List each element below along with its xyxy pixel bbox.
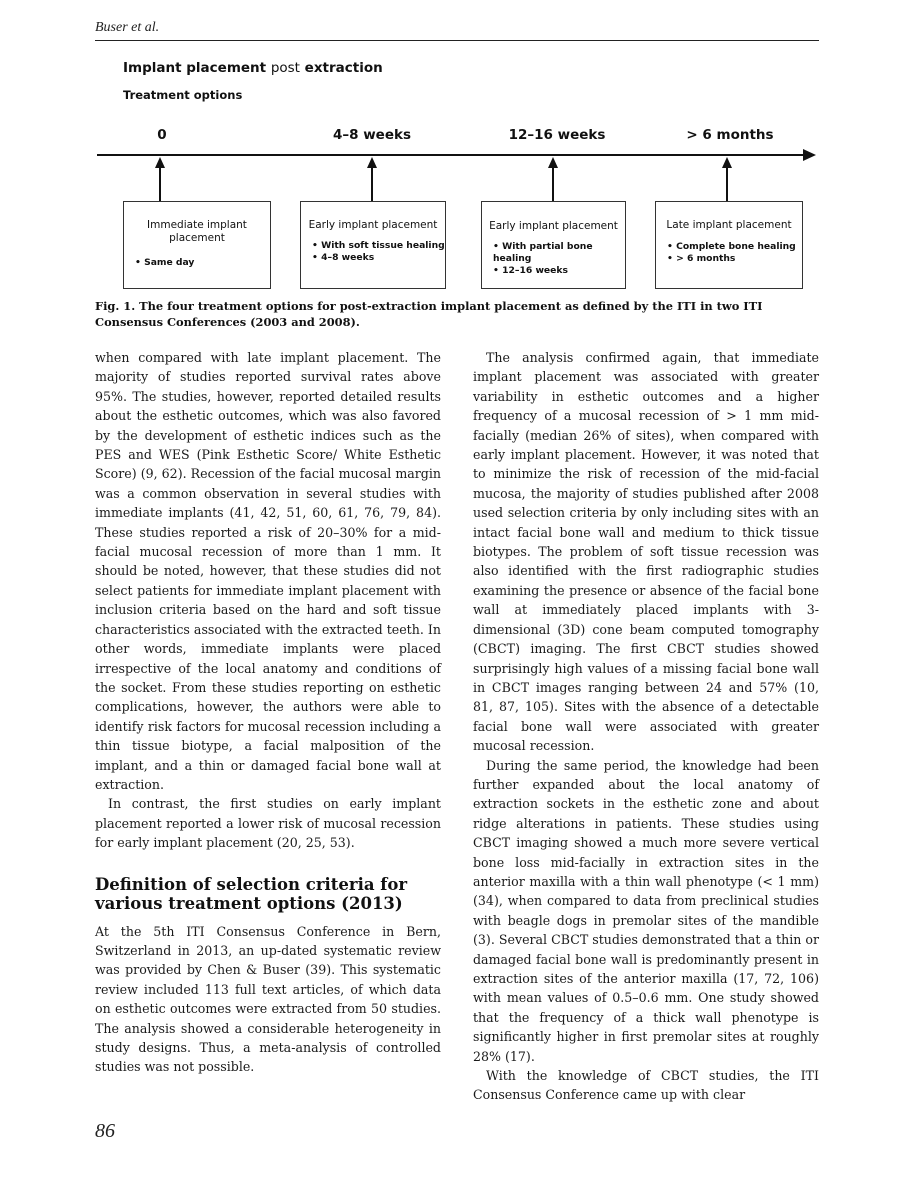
- running-head: Buser et al.: [95, 20, 160, 35]
- figure-title-part-3: extraction: [304, 60, 383, 76]
- option-title: Early implant placement: [308, 219, 438, 231]
- figure-title-part-1: Implant placement: [123, 60, 267, 76]
- option-bullet: • With partial bone healing: [482, 241, 625, 265]
- option-box-immediate: [123, 201, 271, 289]
- timeline-label-12-16-weeks: 12–16 weeks: [508, 127, 606, 143]
- paragraph: At the 5th ITI Consensus Conference in Bern, Switzerland in 2013, an up-dated systematic review was provided by Chen & Buser (39). This systematic review included 113 full text articles, of which data on esthetic outcomes were extracted from 50 studies. The analysis showed a considerable heterogeneity in study designs. Thus, a meta-analysis of controlled studies was not possible.: [95, 923, 441, 1075]
- paragraph: when compared with late implant placement. The majority of studies reported survival rates above 95%. The studies, however, reported detailed results about the esthetic outcomes, which was also favored by the development of esthetic indices such as the PES and WES (Pink Esthetic Score/ White Esthetic Score) (9, 62). Recession of the facial mucosal margin was a common observation in several studies with immediate implants (41, 42, 51, 60, 61, 76, 79, 84). These studies reported a risk of 20–30% for a mid-facial mucosal recession of more than 1 mm. It should be noted, however, that these studies did not select patients for immediate implant placement with inclusion criteria based on the hard and soft tissue characteristics associated with the extracted teeth. In other words, immediate implants were placed irrespective of the local anatomy and conditions of the socket. From these studies reporting on esthetic complications, however, the authors were able to identify risk factors for mucosal recession including a thin tissue biotype, a facial malposition of the implant, and a thin or damaged facial bone wall at extraction.: [95, 350, 441, 792]
- figure-1: [0, 0, 900, 300]
- left-column: [95, 348, 441, 1077]
- figure-subtitle: Treatment options: [123, 88, 243, 102]
- option-bullet: • Complete bone healing: [656, 241, 802, 253]
- option-bullet: • 4–8 weeks: [301, 252, 445, 264]
- paragraph: During the same period, the knowledge had been further expanded about the local anatomy of extraction sockets in the esthetic zone and about ridge alterations in patients. These studies using CBCT imaging showed a much more severe vertical bone loss mid-facially in extraction sites in the anterior maxilla with a thin wall phenotype (< 1 mm) (34), when compared to data from preclinical studies with beagle dogs in premolar sites of the mandible (3). Several CBCT studies demonstrated that a thin or damaged facial bone wall is predominantly present in extraction sites of the anterior maxilla (17, 72, 106) with mean values of 0.5–0.6 mm. One study showed that the frequency of a thick wall phenotype is significantly higher in first premolar sites at roughly 28% (17).: [473, 757, 819, 1064]
- timeline-label-0: 0: [157, 127, 167, 143]
- section-heading: Definition of selection criteria for various treatment options (2013): [95, 874, 408, 913]
- option-box-early-soft-tissue: [300, 201, 446, 289]
- option-box-late: [655, 201, 803, 289]
- timeline-label-4-8-weeks: 4–8 weeks: [332, 127, 412, 143]
- marker-arrowhead-3: [722, 157, 732, 168]
- timeline-axis-arrowhead: [803, 149, 816, 161]
- marker-arrowhead-1: [367, 157, 377, 168]
- timeline-marker-arrows: [155, 157, 732, 201]
- marker-arrowhead-0: [155, 157, 165, 168]
- option-bullet: • With soft tissue healing: [301, 240, 445, 252]
- paragraph: In contrast, the first studies on early implant placement reported a lower risk of mucosal recession for early implant placement (20, 25, 53).: [95, 796, 441, 851]
- option-bullet: • Same day: [124, 257, 270, 269]
- page-number: 86: [95, 1120, 115, 1142]
- option-title: Early implant placement: [489, 220, 618, 232]
- marker-arrowhead-2: [548, 157, 558, 168]
- option-title: Immediate implant placement: [147, 219, 247, 244]
- option-title: Late implant placement: [666, 219, 792, 231]
- option-bullet: • 12–16 weeks: [482, 265, 625, 277]
- figure-caption: Fig. 1. The four treatment options for post-extraction implant placement as defined by the ITI in two ITI Consensus Conferences (2003 and 2008).: [95, 299, 763, 329]
- right-column: [473, 348, 819, 1105]
- paragraph: The analysis confirmed again, that immediate implant placement was associated with greater variability in esthetic outcomes and a higher frequency of a mucosal recession of > 1 mm mid-facially (median 26% of sites), when compared with early implant placement. However, it was noted that to minimize the risk of recession of the mid-facial mucosa, the majority of studies published after 2008 used selection criteria by only including sites with an intact facial bone wall and medium to thick tissue biotypes. The problem of soft tissue recession was also identified with the first radiographic studies examining the presence or absence of the facial bone wall at immediately placed implants with 3-dimensional (3D) cone beam computed tomography (CBCT) imaging. The first CBCT studies showed surprisingly high values of a missing facial bone wall in CBCT images ranging between 24 and 57% (10, 81, 87, 105). Sites with the absence of a detectable facial bone wall were associated with greater mucosal recession.: [473, 350, 819, 754]
- option-box-early-partial-bone: [481, 201, 626, 289]
- paragraph: With the knowledge of CBCT studies, the ITI Consensus Conference came up with clear: [473, 1068, 819, 1103]
- figure-title-part-2: post: [270, 60, 300, 76]
- timeline-label-6-months: > 6 months: [686, 127, 774, 143]
- option-bullet: • > 6 months: [656, 253, 802, 265]
